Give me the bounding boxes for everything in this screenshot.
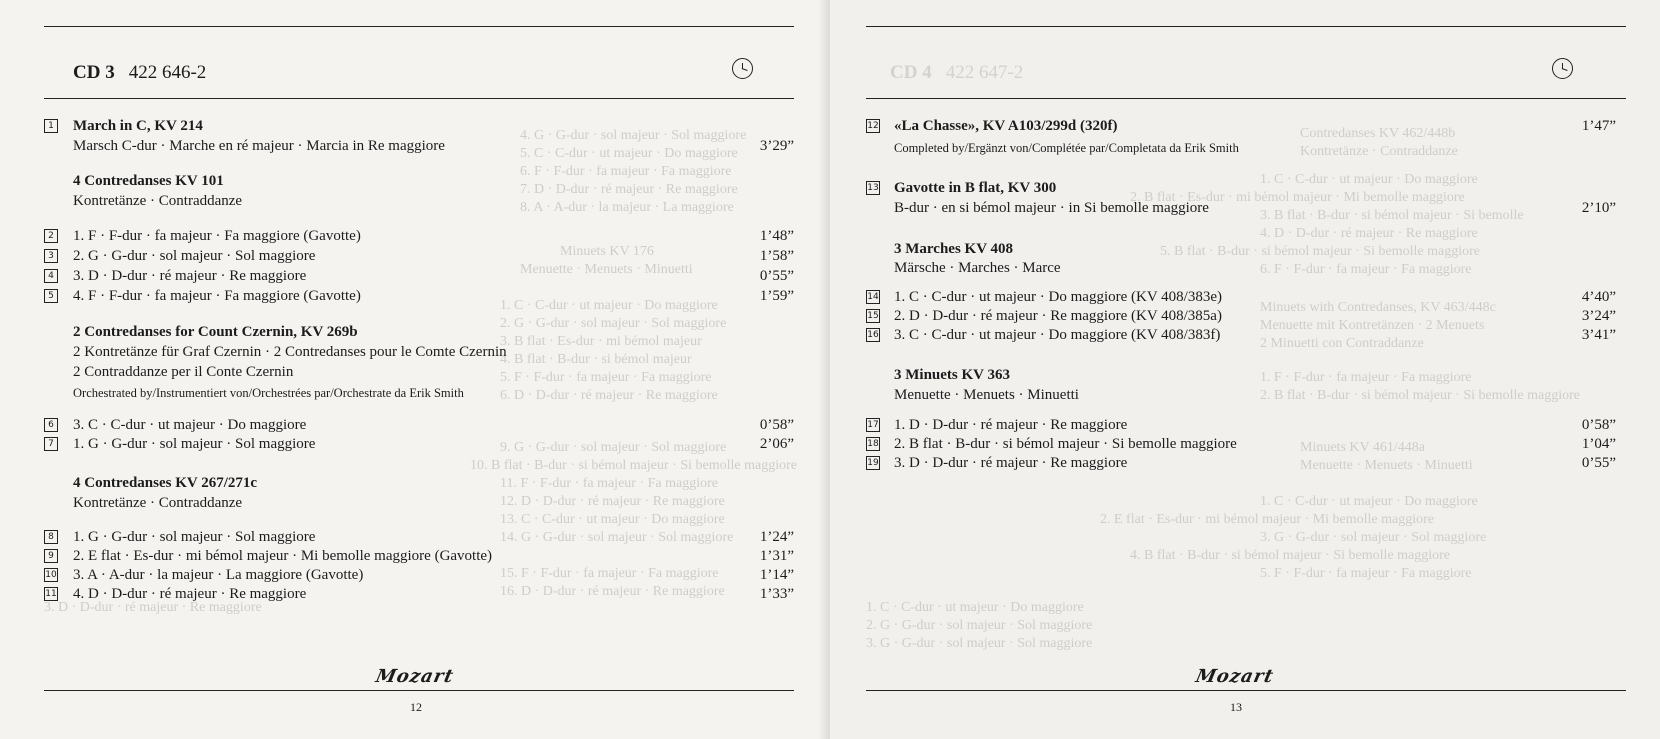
track-number: 18 (867, 439, 879, 449)
track-duration: 1’48” (759, 228, 794, 244)
track-title: 4. D · D-dur · ré majeur · Re maggiore (73, 586, 307, 602)
track-title: 4. F · F-dur · fa majeur · Fa maggiore (Gavotte) (73, 288, 361, 304)
header-rule (44, 98, 794, 99)
track-title: 1. C · C-dur · ut majeur · Do maggiore (KV 408/383e) (894, 289, 1222, 305)
track-number: 3 (44, 249, 58, 263)
cd-label: CD 4 (890, 62, 932, 83)
header-rule (866, 98, 1626, 99)
page-number: 13 (1230, 700, 1242, 714)
mozart-signature: Mozart (373, 666, 456, 687)
track-number: 9 (44, 549, 58, 563)
track-duration: 4’40” (1581, 289, 1616, 305)
track-title: 1. G · G-dur · sol majeur · Sol maggiore (73, 529, 316, 545)
work-title: 2 Contredanses for Count Czernin, KV 269b (73, 324, 358, 340)
track-number: 10 (45, 570, 57, 580)
work-title: 4 Contredanses KV 101 (73, 173, 224, 189)
track-number: 6 (44, 418, 58, 432)
track-title: 1. D · D-dur · ré majeur · Re maggiore (894, 417, 1128, 433)
track-title: 2. B flat · B-dur · si bémol majeur · Si bemolle maggiore (894, 436, 1237, 452)
cd-label: CD 3 (73, 62, 115, 83)
work-subtitle: Menuette · Menuets · Minuetti (894, 387, 1079, 403)
page-number: 12 (410, 700, 422, 714)
work-title: «La Chasse», KV A103/299d (320f) (894, 118, 1118, 134)
credit-note: Orchestrated by/Instrumentiert von/Orchestrées par/Orchestrate da Erik Smith (73, 386, 464, 400)
left-page: CD 3 422 646-2 4. G · G-dur · sol majeur · Sol maggiore 5. C · C-dur · ut majeur · Do maggiore 6. F · F-dur · fa majeur · Fa maggiore 7. D · D-dur · ré majeur · Re maggiore 8. A · A-dur · la majeur · La maggiore Minuets KV 176 Menuette · Menuets · Minuetti 1. C · C-dur · ut majeur · Do maggiore 2. G · G-dur · sol majeur · Sol maggiore 3. B flat · Es-dur · mi bémol majeur 4. B flat · B-dur · si bémol majeur 5. F · F-dur · fa majeur · Fa maggiore 6. D · D-dur · ré majeur · Re maggiore 9. G · G-dur · sol majeur · Sol maggiore 10. B flat · B-dur · si bémol majeur · Si bemolle maggiore 11. F · F-dur · fa majeur · Fa maggiore 12. D · D-dur · ré majeur · Re maggiore 13. C · C-dur · ut majeur · Do maggiore 14. G · G-dur · sol majeur · Sol maggiore 15. F · F-dur · fa majeur · Fa maggiore 16. D · D-dur · ré majeur · Re maggiore 3. D · D-dur · ré majeur · Re maggiore 1 March in C, KV 214 Marsch C-dur · Marche en ré majeur · Marcia in Re maggiore 3’29” 4 Contredanses KV 101 Kontretänze · Contraddanze 2 1. F · F-dur · fa majeur · Fa maggiore (Gavotte) 1’48” 3 2. G · G-dur · sol majeur · Sol maggiore 1’58” 4 3. D · D-dur · ré majeur · Re maggiore 0’55” 5 4. F · F-dur · fa majeur · Fa maggiore (Gavotte) 1’59” 2 Contredanses for Count Czernin, KV 269b 2 Kontretänze für Graf Czernin · 2 Contredanses pour le Comte Czernin 2 Contraddanze per il Conte Czernin Orchestrated by/Instrumentiert von/Orchestrées par/Orchestrate da Erik Smith 6 3. C · C-dur · ut majeur · Do maggiore 0’58” 7 1. G · G-dur · sol majeur · Sol maggiore 2’06” 4 Contredanses KV 267/271c Kontretänze · Contraddanze 8 1. G · G-dur · sol majeur · Sol maggiore 1’24” 9 2. E flat · Es-dur · mi bémol majeur · Mi bemolle maggiore (Gavotte) 1’31” 10 3. A · A-dur · la majeur · La maggiore (Gavotte) 1’14” 11 4. D · D-dur · ré majeur · Re maggiore 1’33” Mozart 12 (0, 0, 830, 739)
catalog-number: 422 647-2 (945, 62, 1024, 83)
work-subtitle: 2 Kontretänze für Graf Czernin · 2 Contredanses pour le Comte Czernin (73, 344, 507, 360)
track-number: 1 (44, 119, 58, 133)
track-number: 13 (867, 183, 879, 193)
work-subtitle: Märsche · Marches · Marce (894, 260, 1061, 276)
track-title: 2. G · G-dur · sol majeur · Sol maggiore (73, 248, 316, 264)
track-title: 2. E flat · Es-dur · mi bémol majeur · Mi bemolle maggiore (Gavotte) (73, 548, 493, 564)
track-number: 19 (867, 458, 879, 468)
top-rule (44, 26, 794, 27)
track-number: 8 (44, 530, 58, 544)
track-duration: 2’06” (759, 436, 794, 452)
work-title: 3 Marches KV 408 (894, 241, 1014, 257)
track-duration: 0’55” (1581, 455, 1616, 471)
work-subtitle: B-dur · en si bémol majeur · in Si bemolle maggiore (894, 200, 1209, 216)
track-title: 1. G · G-dur · sol majeur · Sol maggiore (73, 436, 316, 452)
work-subtitle: Kontretänze · Contraddanze (73, 193, 243, 209)
track-number: 15 (867, 311, 879, 321)
track-number: 7 (44, 437, 58, 451)
cd-header (890, 62, 1023, 84)
track-title: 1. F · F-dur · fa majeur · Fa maggiore (Gavotte) (73, 228, 361, 244)
track-number: 12 (867, 121, 879, 131)
track-duration: 3’29” (759, 138, 794, 154)
track-duration: 3’24” (1581, 308, 1616, 324)
track-number: 17 (867, 420, 879, 430)
track-number: 11 (45, 589, 57, 599)
track-title: 3. D · D-dur · ré majeur · Re maggiore (73, 268, 307, 284)
track-duration: 1’04” (1581, 436, 1616, 452)
track-duration: 1’24” (759, 529, 794, 545)
work-subtitle: 2 Contraddanze per il Conte Czernin (73, 364, 294, 380)
track-duration: 0’58” (759, 417, 794, 433)
track-duration: 1’58” (759, 248, 794, 264)
catalog-number: 422 646-2 (128, 62, 207, 83)
work-title: 4 Contredanses KV 267/271c (73, 475, 258, 491)
track-duration: 2’10” (1581, 200, 1616, 216)
track-title: 3. D · D-dur · ré majeur · Re maggiore (894, 455, 1128, 471)
top-rule (866, 26, 1626, 27)
track-number: 5 (44, 289, 58, 303)
work-title: Gavotte in B flat, KV 300 (894, 180, 1057, 196)
mozart-signature: Mozart (1193, 666, 1276, 687)
track-duration: 1’31” (759, 548, 794, 564)
credit-note: Completed by/Ergänzt von/Complétée par/Completata da Erik Smith (894, 141, 1239, 155)
track-title: 3. A · A-dur · la majeur · La maggiore (Gavotte) (73, 567, 364, 583)
work-title: 3 Minuets KV 363 (894, 367, 1010, 383)
track-title: 3. C · C-dur · ut majeur · Do maggiore (KV 408/383f) (894, 327, 1221, 343)
track-duration: 1’33” (759, 586, 794, 602)
cd-header (73, 62, 206, 84)
track-title: 3. C · C-dur · ut majeur · Do maggiore (73, 417, 307, 433)
track-duration: 1’14” (759, 567, 794, 583)
work-subtitle: Kontretänze · Contraddanze (73, 495, 243, 511)
track-number: 16 (867, 330, 879, 340)
track-title: 2. D · D-dur · ré majeur · Re maggiore (KV 408/385a) (894, 308, 1222, 324)
track-duration: 3’41” (1581, 327, 1616, 343)
track-duration: 1’47” (1581, 118, 1616, 134)
track-duration: 0’55” (759, 268, 794, 284)
track-duration: 0’58” (1581, 417, 1616, 433)
clock-icon (732, 58, 753, 79)
clock-icon (1552, 58, 1573, 79)
footer-rule (44, 690, 794, 691)
right-page: CD 4 422 647-2 Contredanses KV 462/448b Kontretänze · Contraddanze 1. C · C-dur · ut majeur · Do maggiore 2. B flat · Es-dur · mi bémol majeur · Mi bemolle maggiore 3. B flat · B-dur · si bémol majeur · Si bemolle 4. D · D-dur · ré majeur · Re maggiore 5. B flat · B-dur · si bémol majeur · Si bemolle maggiore 6. F · F-dur · fa majeur · Fa maggiore Minuets with Contredanses, KV 463/448c Menuette mit Kontretänzen · 2 Menuets 2 Minuetti con Contraddanze 1. F · F-dur · fa majeur · Fa maggiore 2. B flat · B-dur · si bémol majeur · Si bemolle maggiore Minuets KV 461/448a Menuette · Menuets · Minuetti 1. C · C-dur · ut majeur · Do maggiore 2. E flat · Es-dur · mi bémol majeur · Mi bemolle maggiore 3. G · G-dur · sol majeur · Sol maggiore 4. B flat · B-dur · si bémol majeur · Si bemolle maggiore 5. F · F-dur · fa majeur · Fa maggiore 1. C · C-dur · ut majeur · Do maggiore 2. G · G-dur · sol majeur · Sol maggiore 3. G · G-dur · sol majeur · Sol maggiore 12 «La Chasse», KV A103/299d (320f) 1’47” Completed by/Ergänzt von/Complétée par/Completata da Erik Smith 13 Gavotte in B flat, KV 300 B-dur · en si bémol majeur · in Si bemolle maggiore 2’10” 3 Marches KV 408 Märsche · Marches · Marce 14 1. C · C-dur · ut majeur · Do maggiore (KV 408/383e) 4’40” 15 2. D · D-dur · ré majeur · Re maggiore (KV 408/385a) 3’24” 16 3. C · C-dur · ut majeur · Do maggiore (KV 408/383f) 3’41” 3 Minuets KV 363 Menuette · Menuets · Minuetti 17 1. D · D-dur · ré majeur · Re maggiore 0’58” 18 2. B flat · B-dur · si bémol majeur · Si bemolle maggiore 1’04” 19 3. D · D-dur · ré majeur · Re maggiore 0’55” Mozart 13 (830, 0, 1660, 739)
track-number: 2 (44, 229, 58, 243)
track-number: 4 (44, 269, 58, 283)
track-number: 14 (867, 292, 879, 302)
track-duration: 1’59” (759, 288, 794, 304)
work-subtitle: Marsch C-dur · Marche en ré majeur · Marcia in Re maggiore (73, 138, 445, 154)
footer-rule (866, 690, 1626, 691)
work-title: March in C, KV 214 (73, 118, 203, 134)
